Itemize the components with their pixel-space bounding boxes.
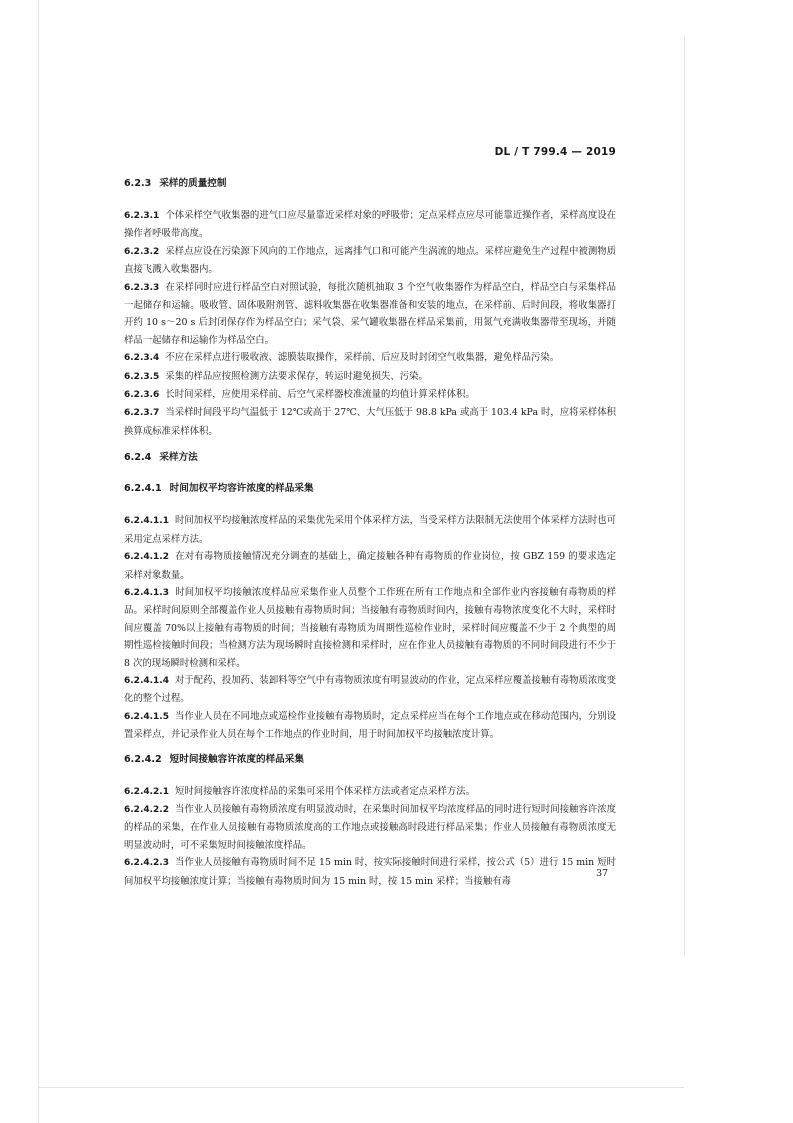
clause-text: 当作业人员接触有毒物质浓度有明显波动时，在采集时间加权平均浓度样品的同时进行短时间接触容许浓度的样品的采集，在作业人员接触有毒物质浓度高的工作地点或接触高时段进行样品采集；作业人员接触有毒物质浓度无明显波动时，可不采集短时间接触浓度样品。 (124, 803, 616, 851)
page-number: 37 (596, 868, 609, 879)
heading-text: 采样方法 (159, 452, 198, 464)
clause-number: 6.2.4.2.2 (124, 804, 169, 815)
clause-text: 当作业人员在不同地点或巡检作业接触有毒物质时，定点采样应当在每个工作地点或在移动范围内，分别设置采样点，并记录作业人员在每个工作地点的作业时间，用于时间加权平均接触浓度计算。 (124, 710, 616, 741)
clause-6-2-3-2 (124, 243, 616, 279)
clause-number: 6.2.4.1.1 (124, 516, 169, 527)
clause-6-2-3-4 (124, 349, 616, 367)
clause-6-2-4-1-5 (124, 708, 616, 744)
clause-6-2-4-2-2 (124, 801, 616, 854)
clause-text: 长时间采样，应使用采样前、后空气采样器校准流量的均值计算采样体积。 (165, 389, 475, 401)
heading-6-2-4-2 (124, 752, 616, 768)
heading-6-2-3 (124, 176, 616, 192)
clause-text: 对于配药、投加药、装卸料等空气中有毒物质浓度有明显波动的作业，定点采样应覆盖接触有毒物质浓度变化的整个过程。 (124, 674, 616, 705)
clause-number: 6.2.4.2.3 (124, 858, 169, 869)
page-right-edge (684, 36, 685, 956)
clause-6-2-3-5 (124, 368, 616, 386)
heading-text: 时间加权平均容许浓度的样品采集 (169, 483, 314, 495)
document-body (124, 176, 616, 890)
document-code: DL / T 799.4 — 2019 (494, 146, 616, 158)
clause-number: 6.2.3.5 (124, 371, 160, 382)
clause-text: 时间加权平均接触浓度样品的采集优先采用个体采样方法，当受采样方法限制无法使用个体采样方法时也可采用定点采样方法。 (124, 515, 616, 545)
heading-6-2-4-1 (124, 481, 616, 497)
clause-text: 时间加权平均接触浓度样品应采集作业人员整个工作班在所有工作地点和全部作业内容接触有毒物质的样品。采样时间原则全部覆盖作业人员接触有毒物质时间；当接触有毒物质时间内，接触有毒物浓度变化不大时，采样时间应覆盖 70%以上接触有毒物质的时间；当接触有毒物质为周期性巡检作业时，采样时间应覆盖不少于 2 个典型的周期性巡检接触时间段；当检测方法为现场瞬时直接检测和采样时，应在作业人员接触有毒物质的不同时间段进行不少于 8 次的现场瞬时检测和采样。 (124, 586, 616, 669)
page-left-edge (38, 0, 39, 1123)
clause-text: 采集的样品应按照检测方法要求保存，转运时避免损失、污染。 (165, 370, 428, 382)
clause-number: 6.2.3.4 (124, 353, 160, 364)
heading-number: 6.2.4 (124, 452, 152, 464)
clause-number: 6.2.4.1.3 (124, 587, 169, 598)
clause-number: 6.2.4.2.1 (124, 786, 169, 797)
clause-6-2-3-6 (124, 386, 616, 404)
clause-6-2-4-2-1 (124, 783, 616, 801)
clause-number: 6.2.3.3 (124, 282, 160, 293)
clause-text: 当采样时间段平均气温低于 12℃或高于 27℃、大气压低于 98.8 kPa 或高于 103.4 kPa 时，应将采样体积换算成标准采样体积。 (124, 407, 617, 437)
clause-6-2-4-1-3 (124, 584, 616, 672)
clause-6-2-4-1-1 (124, 512, 616, 548)
heading-6-2-4 (124, 450, 616, 466)
clause-number: 6.2.3.6 (124, 390, 160, 401)
clause-6-2-4-1-4 (124, 672, 616, 708)
clause-number: 6.2.4.1.5 (124, 711, 169, 722)
heading-number: 6.2.3 (124, 178, 152, 189)
heading-number: 6.2.4.1 (124, 483, 162, 495)
clause-6-2-3-7 (124, 404, 616, 440)
clause-text: 当作业人员接触有毒物质时间不足 15 min 时，按实际接触时间进行采样，按公式（5）进行 15 min 短时间加权平均接触浓度计算；当接触有毒物质时间为 15 min 时，按 15 min 采样；当接触有毒 (124, 857, 616, 887)
clause-number: 6.2.3.2 (124, 246, 160, 257)
clause-number: 6.2.3.7 (124, 408, 160, 419)
clause-6-2-4-1-2 (124, 548, 616, 584)
clause-text: 短时间接触容许浓度样品的采集可采用个体采样方法或者定点采样方法。 (175, 785, 476, 797)
clause-number: 6.2.3.1 (124, 211, 160, 221)
clause-6-2-4-2-3 (124, 854, 616, 890)
heading-text: 短时间接触容许浓度的样品采集 (169, 753, 304, 765)
clause-number: 6.2.4.1.4 (124, 675, 169, 686)
clause-text: 采样点应设在污染源下风向的工作地点，远离排气口和可能产生涡流的地点。采样应避免生产过程中被测物质直接飞溅入收集器内。 (124, 245, 616, 276)
clause-text: 不应在采样点进行吸收液、滤膜装取操作，采样前、后应及时封闭空气收集器，避免样品污染。 (165, 352, 560, 364)
clause-6-2-3-3 (124, 279, 616, 350)
heading-number: 6.2.4.2 (124, 753, 162, 765)
clause-number: 6.2.4.1.2 (124, 552, 169, 563)
clause-text: 在对有毒物质接触情况充分调查的基础上，确定接触各种有毒物质的作业岗位，按 GBZ 159 的要求选定采样对象数量。 (124, 551, 616, 581)
clause-text: 个体采样空气收集器的进气口应尽量靠近采样对象的呼吸带；定点采样点应尽可能靠近操作者，采样高度设在操作者呼吸带高度。 (124, 210, 616, 240)
clause-text: 在采样同时应进行样品空白对照试验，每批次随机抽取 3 个空气收集器作为样品空白，样品空白与采集样品一起储存和运输。吸收管、固体吸附剂管、滤料收集器在收集器准备和安装的地点，在采样前、后时间段，将收集器打开约 10 s～20 s 后封闭保存作为样品空白；采气袋、采气罐收集器在样品采集前，用氮气充满收集器带至现场，并随样品一起储存和运输作为样品空白。 (124, 281, 616, 346)
heading-text: 采样的质量控制 (159, 178, 227, 189)
page-bottom-edge (38, 1087, 684, 1088)
clause-6-2-3-1 (124, 207, 616, 243)
